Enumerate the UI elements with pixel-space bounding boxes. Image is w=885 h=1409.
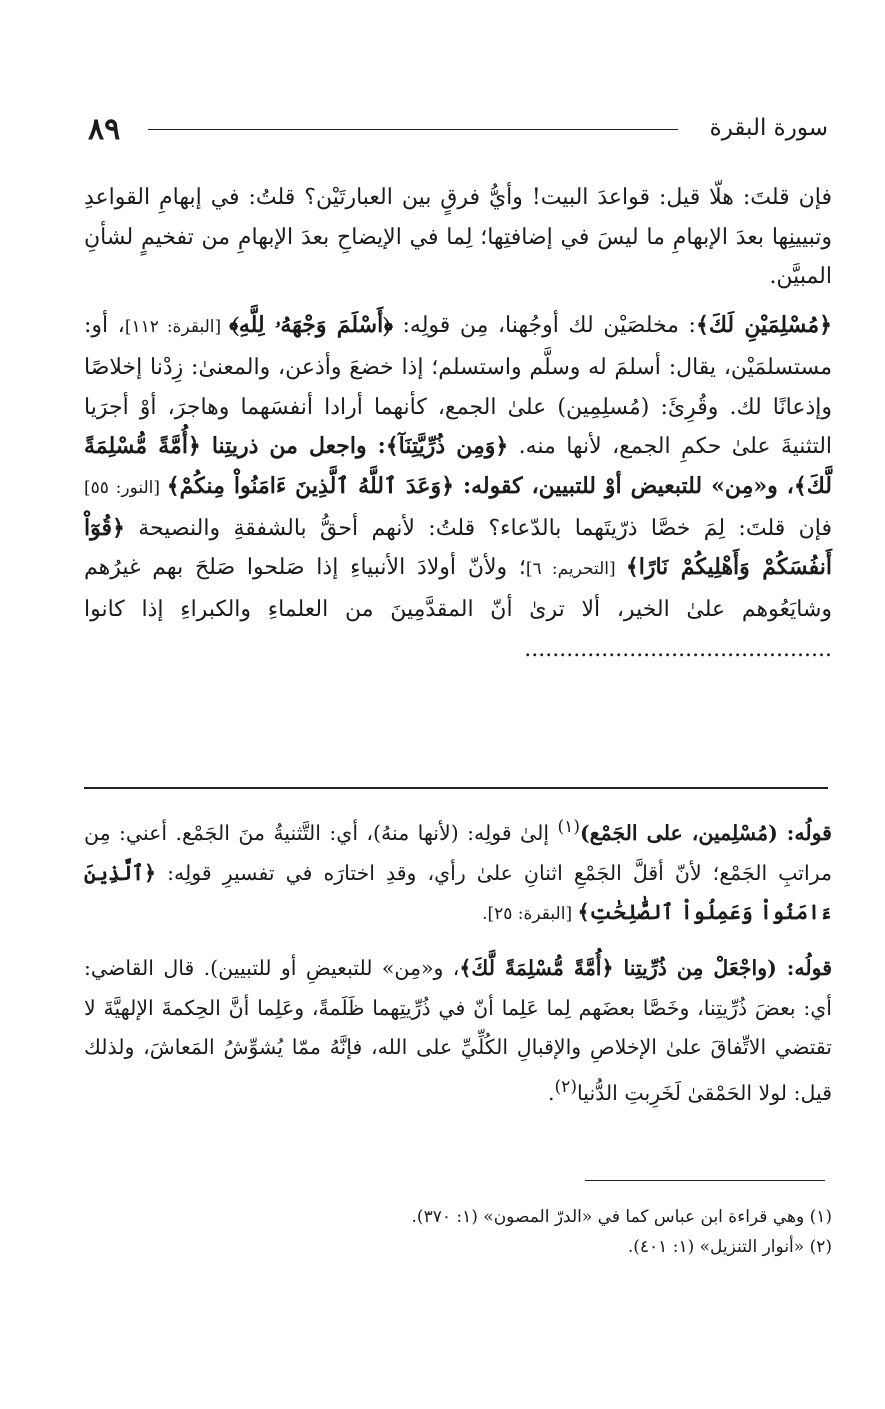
verse-reference: [النور: ٥٥]: [84, 477, 167, 498]
footnote-rule: [585, 1180, 825, 1181]
main-text: [84, 178, 832, 669]
text-run: : مخلصَيْن لك أوجُهنا، مِن قولِه:: [392, 313, 696, 339]
text-run-bold: ، و«مِن» للتبعيض أوْ للتبيين، كقوله:: [454, 472, 794, 499]
footnote-marker: (٢): [554, 1077, 578, 1098]
text-run: .: [547, 1080, 555, 1105]
text-run: فإن قلتَ: لِمَ خصَّا ذرّيتَهما بالدّعاء؟ قلتُ: لأنهم أحقُّ بالشفقةِ والنصيحة: [124, 515, 832, 541]
text-run: ، أو: مستسلمَيْن، يقال: أسلمَ له وسلَّم واستسلم؛ إذا خضعَ وأذعن، والمعنىٰ: زِدْنا إخلاصًا وإذعانًا لك. وقُرِئَ: (مُسلِمِين) علىٰ الجمع، كأنهما أرادا أنفسَهما وهاجرَ، أوْ أجرَيا التثنيةَ علىٰ حكمِ الجمع، لأنها منه.: [84, 313, 833, 460]
quran-quote: ﴿ٱلَّذِينَ ءَامَنُواْ وَعَمِلُواْ ٱلصَّٰلِحَٰتِ﴾: [84, 860, 832, 925]
quran-quote: ﴿أُمَّةً مُّسْلِمَةً لَّكَ﴾: [84, 433, 832, 499]
page-number: ٨٩: [88, 112, 121, 147]
footnote: (٢) «أنوار التنزيل» (١: ٤٠١).: [627, 1237, 832, 1257]
footnote-marker: (١): [557, 817, 580, 837]
paragraph-question: فإن قلتَ: هلّا قيل: قواعدَ البيت! وأيُّ فرقٍ بين العبارتَيْن؟ قلتُ: في إبهامِ القواعدِ وتبيينِها بعدَ الإبهامِ ما ليسَ في إضافتِها؛ لِما في الإيضاحِ بعدَ الإبهامِ من تفخيمٍ لشأنِ المبيَّن.: [84, 185, 832, 290]
commentary-lemma: قولُه: (واجْعَلْ مِن ذُرِّيتِنا: [613, 955, 832, 980]
text-run-bold: : واجعل من ذريتِنا: [200, 433, 386, 460]
quran-quote: ﴿أُمَّةً مُّسْلِمَةً لَّكَ﴾: [459, 955, 614, 980]
commentary-divider: [84, 787, 828, 789]
header-rule: [148, 129, 678, 130]
page-header: [88, 112, 828, 152]
surah-title: سورة البقرة: [709, 115, 828, 141]
verse-reference: [البقرة: ٢٥].: [482, 904, 578, 925]
quran-quote: ﴿قُوٓاْ أَنفُسَكُمْ وَأَهْلِيكُمْ نَارًا﴾: [84, 514, 832, 581]
commentary-lemma: قولُه: (مُسْلِمين، على الجَمْع): [579, 820, 832, 845]
paragraph-tafsir: [84, 306, 832, 669]
quran-quote: ﴿وَمِن ذُرِّيَّتِنَآ﴾: [385, 433, 509, 460]
verse-reference: [البقرة: ١١٢]: [124, 317, 230, 338]
verse-reference: [التحريم: ٦]: [525, 559, 626, 580]
text-run: ؛ ولأنّ أولادَ الأنبياءِ إذا صَلحوا صَلحَ بهم غيرُهم وشايَعُوهم علىٰ الخير، ألا ترىٰ أنّ المقدَّمِينَ من العلماءِ والكبراءِ إذا كانوا: [84, 555, 832, 623]
quran-quote: ﴿مُسْلِمَيْنِ لَكَ﴾: [695, 312, 833, 339]
commentary-paragraph: [84, 808, 832, 935]
text-run: ، و«مِن» للتبعيضِ أو للتبيين). قال القاضي: أي: بعضَ ذُرِّيتِنا، وخَصَّا بعضَهم لِما عَلِما أنّ في ذُرِّيتِهما ظَلَمةً، وعَلِما أنَّ الحِكمةَ الإلهيَّةَ لا تقتضي الاتِّفاقَ علىٰ الإخلاصِ والإقبالِ الكُلِّيِّ على الله، فإنَّهُ ممّا يُشوِّشُ المَعاشَ، ولذلك قيل: لولا الحَمْقىٰ لَخَرِبتِ الدُّنيا: [84, 955, 832, 1105]
quran-quote: ﴿وَعَدَ ٱللَّهُ ٱلَّذِينَ ءَامَنُواْ مِنكُمْ﴾: [166, 472, 455, 499]
commentary-section: [84, 808, 832, 1114]
footnote: (١) وهي قراءة ابن عباس كما في «الدرّ المصون» (١: ٣٧٠).: [411, 1207, 832, 1227]
text-run: إلىٰ قولِه: (لأنها منهُ)، أي: التَّثنيةُ منَ الجَمْع. أعني: مِن مراتبِ الجَمْع؛ لأنّ أقلَّ الجَمْعِ اثنانِ علىٰ رأي، وقدِ اختارَه في تفسيرِ قولِه:: [84, 820, 832, 885]
continuation-dots: ............................................: [524, 636, 832, 662]
commentary-paragraph: [84, 949, 832, 1114]
footnotes: [84, 1202, 832, 1262]
quran-quote: ﴿أَسْلَمَ وَجْهَهُۥ لِلَّهِ﴾: [229, 312, 393, 339]
